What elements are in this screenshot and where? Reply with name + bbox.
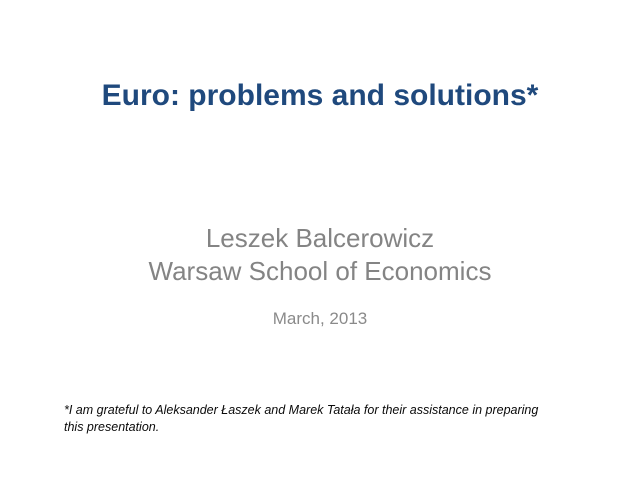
footnote-line-1: *I am grateful to Aleksander Łaszek and Marek Tatała for their assistance in preparing [64,403,539,417]
slide-title: Euro: problems and solutions* [101,79,539,112]
footnote [64,402,584,436]
footnote-line-2: this presentation. [64,420,160,434]
subtitle-block [0,222,640,288]
slide-date: March, 2013 [272,309,368,328]
author-affiliation: Warsaw School of Economics [148,256,492,286]
author-name: Leszek Balcerowicz [205,223,435,253]
